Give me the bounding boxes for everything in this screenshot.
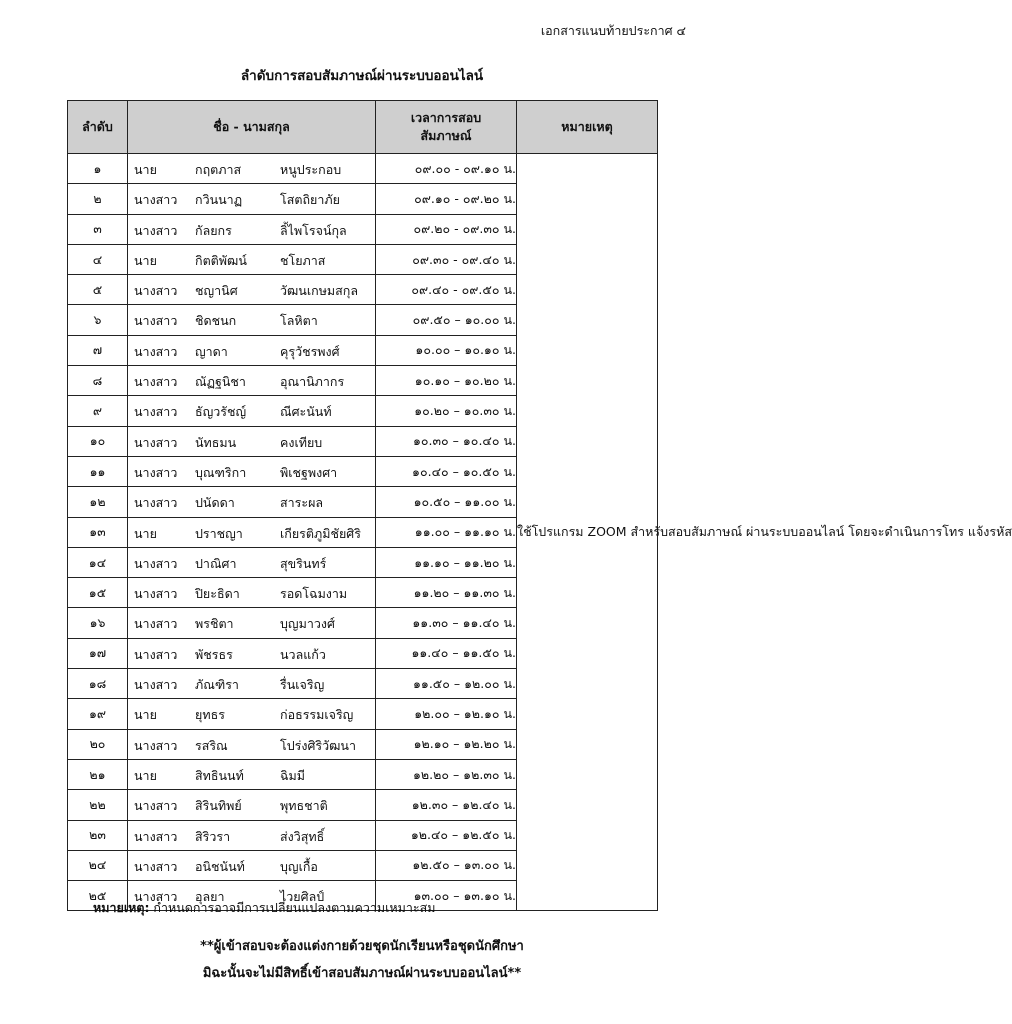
row-first-name: สิรินทิพย์ [195, 798, 242, 814]
row-interview-time: ๑๐.๐๐ – ๑๐.๑๐ น. [376, 335, 517, 365]
row-title: นางสาว [134, 798, 178, 814]
row-interview-time: ๑๒.๐๐ – ๑๒.๑๐ น. [376, 699, 517, 729]
row-name-cell [128, 396, 376, 426]
row-name-cell [128, 669, 376, 699]
row-interview-time: ๑๑.๒๐ – ๑๑.๓๐ น. [376, 578, 517, 608]
row-last-name: วัฒนเกษมสกุล [280, 283, 359, 299]
row-interview-time: ๑๑.๓๐ – ๑๑.๔๐ น. [376, 608, 517, 638]
row-name-cell [128, 456, 376, 486]
row-last-name: โลหิตา [280, 313, 318, 329]
row-interview-time: ๑๐.๕๐ – ๑๑.๐๐ น. [376, 487, 517, 517]
row-title: นางสาว [134, 374, 178, 390]
row-first-name: ธัญวรัชญ์ [195, 404, 247, 420]
row-interview-time: ๑๐.๑๐ – ๑๐.๒๐ น. [376, 366, 517, 396]
row-last-name: รอดโฉมงาม [280, 586, 348, 602]
row-interview-time: ๐๙.๐๐ - ๐๙.๑๐ น. [376, 154, 517, 184]
row-first-name: อนิชนันท์ [195, 858, 245, 874]
row-title: นางสาว [134, 313, 178, 329]
row-last-name: ก่อธรรมเจริญ [280, 707, 354, 723]
row-name-cell [128, 335, 376, 365]
header-time [376, 101, 517, 154]
row-order: ๒๓ [68, 820, 128, 850]
row-title: นางสาว [134, 677, 178, 693]
header-remark: หมายเหตุ [517, 101, 658, 154]
row-interview-time: ๑๒.๔๐ – ๑๒.๕๐ น. [376, 820, 517, 850]
row-first-name: ชิดชนก [195, 313, 237, 329]
row-first-name: ชญานิศ [195, 283, 238, 299]
row-order: ๗ [68, 335, 128, 365]
row-interview-time: ๑๑.๑๐ – ๑๑.๒๐ น. [376, 547, 517, 577]
row-name-cell [128, 699, 376, 729]
row-title: นางสาว [134, 222, 178, 238]
header-name: ชื่อ - นามสกุล [128, 101, 376, 154]
row-last-name: หนูประกอบ [280, 162, 342, 177]
footnote-text: กำหนดการอาจมีการเปลี่ยนแปลงตามความเหมาะสม [149, 900, 436, 915]
row-last-name: ชโยภาส [280, 252, 326, 268]
row-name-cell [128, 487, 376, 517]
row-title: นางสาว [134, 828, 178, 844]
row-title: นางสาว [134, 555, 178, 571]
row-order: ๑๖ [68, 608, 128, 638]
row-interview-time: ๑๒.๕๐ – ๑๓.๐๐ น. [376, 850, 517, 880]
row-first-name: ยุทธร [195, 707, 225, 723]
row-last-name: ส่งวิสุทธิ์ [280, 828, 325, 844]
annex-label: เอกสารแนบท้ายประกาศ ๔ [540, 23, 686, 38]
row-name-cell [128, 790, 376, 820]
row-last-name: ลิ้ไพโรจน์กุล [280, 222, 347, 238]
row-first-name: กัลยกร [195, 222, 232, 238]
row-last-name: เกียรติภูมิชัยศิริ [280, 525, 361, 541]
row-name-cell [128, 154, 376, 184]
row-title: นาย [134, 707, 157, 723]
row-order: ๑ [68, 154, 128, 184]
row-interview-time: ๑๐.๒๐ – ๑๐.๓๐ น. [376, 396, 517, 426]
interview-schedule-table [67, 100, 1012, 911]
row-first-name: บุณฑริกา [195, 464, 247, 480]
row-last-name: พิเชฐพงศา [280, 464, 338, 480]
row-name-cell [128, 184, 376, 214]
row-first-name: ปราชญา [195, 525, 243, 541]
row-last-name: ไวยศิลป์ [280, 889, 325, 905]
row-interview-time: ๑๒.๓๐ – ๑๒.๔๐ น. [376, 790, 517, 820]
row-last-name: โสตถิยาภัย [280, 192, 340, 208]
row-order: ๒๒ [68, 790, 128, 820]
row-title: นาย [134, 162, 157, 177]
row-last-name: ฉิมมี [280, 767, 305, 783]
row-last-name: ณีศะนันท์ [280, 404, 332, 420]
header-time-line2: สัมภาษณ์ [420, 128, 472, 143]
row-name-cell [128, 244, 376, 274]
row-name-cell [128, 638, 376, 668]
dress-code-warning-line2: มิฉะนั้นจะไม่มีสิทธิ์เข้าสอบสัมภาษณ์ผ่านระบบออนไลน์** [202, 966, 522, 981]
row-interview-time: ๑๒.๑๐ – ๑๒.๒๐ น. [376, 729, 517, 759]
row-name-cell [128, 426, 376, 456]
row-title: นางสาว [134, 192, 178, 208]
row-first-name: กฤตภาส [195, 162, 242, 177]
row-name-cell [128, 214, 376, 244]
row-order: ๒๑ [68, 759, 128, 789]
row-title: นางสาว [134, 283, 178, 299]
row-last-name: โปร่งศิริวัฒนา [280, 737, 356, 753]
row-interview-time: ๑๑.๔๐ – ๑๑.๕๐ น. [376, 638, 517, 668]
row-first-name: อุลยา [195, 889, 225, 905]
row-order: ๓ [68, 214, 128, 244]
row-interview-time: ๑๑.๐๐ – ๑๑.๑๐ น. [376, 517, 517, 547]
row-order: ๑๗ [68, 638, 128, 668]
row-interview-time: ๑๓.๐๐ – ๑๓.๑๐ น. [376, 881, 517, 911]
row-order: ๑๐ [68, 426, 128, 456]
dress-code-warning-line1: **ผู้เข้าสอบจะต้องแต่งกายด้วยชุดนักเรียนหรือชุดนักศึกษา [200, 939, 524, 954]
row-order: ๑๒ [68, 487, 128, 517]
row-title: นางสาว [134, 586, 178, 602]
row-interview-time: ๐๙.๕๐ – ๑๐.๐๐ น. [376, 305, 517, 335]
row-interview-time: ๑๐.๓๐ – ๑๐.๔๐ น. [376, 426, 517, 456]
row-title: นาย [134, 767, 157, 783]
row-title: นางสาว [134, 858, 178, 874]
row-last-name: พุทธชาติ [280, 798, 328, 814]
row-last-name: คุรุวัชรพงศ์ [280, 343, 340, 359]
row-order: ๙ [68, 396, 128, 426]
table-row [68, 154, 658, 184]
row-title: นางสาว [134, 737, 178, 753]
row-order: ๒๕ [68, 881, 128, 911]
row-interview-time: ๐๙.๔๐ - ๐๙.๕๐ น. [376, 275, 517, 305]
row-name-cell [128, 366, 376, 396]
remark-cell: ใช้โปรแกรม ZOOM สำหรับสอบสัมภาษณ์ ผ่านระบบออนไลน์ โดยจะดำเนินการโทร แจ้งรหัส [517, 154, 658, 911]
row-last-name: สุขรินทร์ [280, 555, 327, 571]
row-name-cell [128, 305, 376, 335]
row-order: ๑๔ [68, 547, 128, 577]
row-interview-time: ๐๙.๓๐ - ๐๙.๔๐ น. [376, 244, 517, 274]
row-first-name: รสริณ [195, 737, 228, 753]
row-last-name: คงเทียบ [280, 434, 323, 450]
row-first-name: ณัฏฐนิชา [195, 374, 246, 390]
row-first-name: ภัณฑิรา [195, 677, 239, 693]
row-first-name: ญาดา [195, 343, 228, 359]
row-order: ๒๔ [68, 850, 128, 880]
row-title: นางสาว [134, 404, 178, 420]
row-title: นางสาว [134, 616, 178, 632]
row-title: นางสาว [134, 889, 178, 905]
row-last-name: รื่นเจริญ [280, 677, 325, 693]
row-title: นางสาว [134, 646, 178, 662]
row-name-cell [128, 729, 376, 759]
row-first-name: พรชิตา [195, 616, 234, 632]
header-order: ลำดับ [68, 101, 128, 154]
row-order: ๑๘ [68, 669, 128, 699]
row-name-cell [128, 578, 376, 608]
row-title: นาย [134, 252, 157, 268]
row-name-cell [128, 608, 376, 638]
row-title: นางสาว [134, 464, 178, 480]
row-order: ๕ [68, 275, 128, 305]
row-first-name: ปาณิศา [195, 555, 237, 571]
row-title: นางสาว [134, 434, 178, 450]
row-title: นางสาว [134, 343, 178, 359]
row-first-name: สิทธินนท์ [195, 767, 244, 783]
row-order: ๔ [68, 244, 128, 274]
row-first-name: นัทธมน [195, 434, 237, 450]
table-header-row [68, 101, 658, 154]
row-title: นางสาว [134, 495, 178, 511]
row-order: ๑๑ [68, 456, 128, 486]
row-last-name: สาระผล [280, 495, 324, 511]
row-order: ๘ [68, 366, 128, 396]
row-first-name: กิตติพัฒน์ [195, 252, 247, 268]
row-first-name: พัชรธร [195, 646, 233, 662]
row-interview-time: ๑๒.๒๐ – ๑๒.๓๐ น. [376, 759, 517, 789]
row-order: ๑๓ [68, 517, 128, 547]
row-first-name: ปิยะธิดา [195, 586, 240, 602]
row-order: ๑๙ [68, 699, 128, 729]
row-last-name: อุณานิภากร [280, 374, 345, 390]
row-interview-time: ๐๙.๒๐ - ๐๙.๓๐ น. [376, 214, 517, 244]
footnote [93, 898, 435, 918]
footnote-label: หมายเหตุ: [93, 900, 150, 915]
row-name-cell [128, 547, 376, 577]
row-interview-time: ๑๐.๔๐ – ๑๐.๕๐ น. [376, 456, 517, 486]
row-first-name: สิริวรา [195, 828, 231, 844]
row-interview-time: ๑๑.๕๐ – ๑๒.๐๐ น. [376, 669, 517, 699]
row-order: ๒๐ [68, 729, 128, 759]
row-last-name: บุญมาวงศ์ [280, 616, 335, 632]
row-name-cell [128, 820, 376, 850]
row-title: นาย [134, 525, 157, 541]
row-first-name: ปนัดดา [195, 495, 235, 511]
row-last-name: นวลแก้ว [280, 646, 326, 662]
page-title: ลำดับการสอบสัมภาษณ์ผ่านระบบออนไลน์ [240, 68, 484, 84]
row-last-name: บุญเกื้อ [280, 858, 318, 874]
row-order: ๒ [68, 184, 128, 214]
row-name-cell [128, 850, 376, 880]
row-name-cell [128, 275, 376, 305]
header-time-line1: เวลาการสอบ [410, 110, 482, 125]
row-first-name: กวินนาฏ [195, 192, 243, 208]
row-order: ๖ [68, 305, 128, 335]
row-interview-time: ๐๙.๑๐ - ๐๙.๒๐ น. [376, 184, 517, 214]
row-name-cell [128, 517, 376, 547]
row-order: ๑๕ [68, 578, 128, 608]
row-name-cell [128, 759, 376, 789]
